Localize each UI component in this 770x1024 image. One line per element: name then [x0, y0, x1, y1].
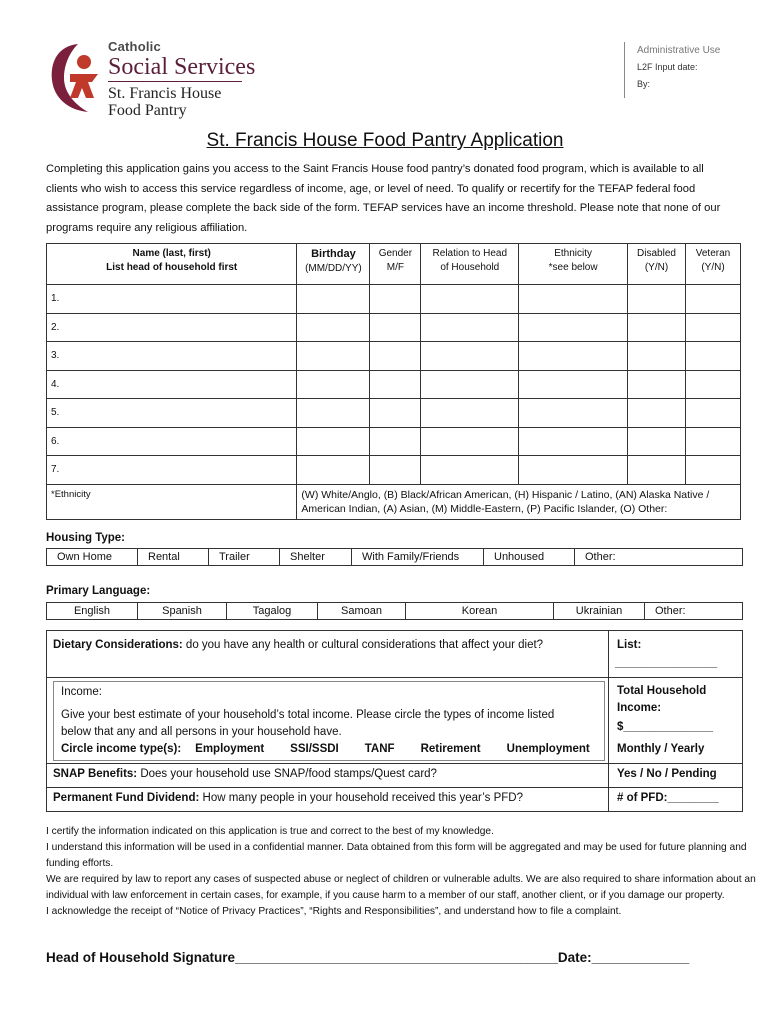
- signature-line: [46, 950, 689, 965]
- dietary-label: Dietary Considerations:: [53, 639, 183, 651]
- cert-line: I certify the information indicated on this application is true and correct to the best of my knowledge.: [46, 826, 494, 837]
- income-label: Income:: [61, 686, 102, 698]
- income-type-tanf[interactable]: TANF: [364, 743, 395, 755]
- income-frequency[interactable]: Monthly / Yearly: [617, 743, 705, 755]
- row-number[interactable]: 2.: [47, 313, 297, 342]
- income-type-unemployment[interactable]: Unemployment: [506, 743, 590, 755]
- income-type-employment[interactable]: Employment: [195, 743, 265, 755]
- dietary-question: do you have any health or cultural considerations that affect your diet?: [182, 639, 544, 651]
- logo-line-st-francis: St. Francis House: [108, 85, 222, 102]
- income-row: [47, 677, 742, 764]
- table-row[interactable]: [47, 427, 741, 456]
- row-number[interactable]: 1.: [47, 285, 297, 314]
- snap-label: SNAP Benefits:: [53, 768, 138, 780]
- table-row[interactable]: [47, 342, 741, 371]
- language-options: [46, 602, 743, 620]
- pfd-answer[interactable]: # of PFD:________: [617, 792, 719, 804]
- snap-row: [47, 763, 742, 788]
- language-option-spanish[interactable]: Spanish: [138, 603, 227, 619]
- cert-line: We are required by law to report any cases of suspected abuse or neglect of children or vulnerable adults. We are also required to share information about an individual with law enforcement in certain cases, for example, if you cause harm to a member of our staff, another client, or if you damage our property.: [46, 874, 756, 901]
- table-row[interactable]: [47, 313, 741, 342]
- logo-line-social-services: Social Services: [108, 54, 256, 80]
- income-types: [61, 743, 591, 755]
- row-number[interactable]: 5.: [47, 399, 297, 428]
- household-table-header: [47, 244, 741, 285]
- housing-option-rental[interactable]: Rental: [138, 549, 209, 565]
- table-row[interactable]: [47, 370, 741, 399]
- language-option-samoan[interactable]: Samoan: [318, 603, 406, 619]
- col-name: Name (last, first) List head of household first: [47, 244, 297, 285]
- household-table: [46, 243, 741, 520]
- primary-language-label: Primary Language:: [46, 585, 151, 597]
- col-birthday: Birthday (MM/DD/YY): [297, 244, 370, 285]
- page-title: St. Francis House Food Pantry Application: [206, 130, 564, 151]
- admin-by-field[interactable]: By:: [637, 79, 651, 89]
- col-gender: Gender M/F: [370, 244, 421, 285]
- total-income-label: Total Household Income:: [617, 685, 707, 714]
- language-option-english[interactable]: English: [47, 603, 138, 619]
- admin-l2f-field[interactable]: L2F Input date:: [637, 62, 698, 72]
- income-type-ssi[interactable]: SSI/SSDI: [290, 743, 339, 755]
- housing-option-other[interactable]: Other:: [585, 551, 616, 563]
- housing-option-own-home[interactable]: Own Home: [47, 549, 138, 565]
- admin-title: Administrative Use: [637, 45, 721, 56]
- housing-option-family-friends[interactable]: With Family/Friends: [352, 549, 484, 565]
- date-field[interactable]: _____________: [591, 950, 690, 965]
- logo-line-food-pantry: Food Pantry: [108, 102, 187, 119]
- housing-options: [46, 548, 743, 566]
- cert-line: I understand this information will be used in a confidential manner. Data obtained from this form will be aggregated and may be used for future planning and funding efforts.: [46, 842, 747, 869]
- col-ethnicity: Ethnicity *see below: [519, 244, 628, 285]
- pfd-label: Permanent Fund Dividend:: [53, 792, 200, 804]
- intro-paragraph: Completing this application gains you access to the Saint Francis House food pantry’s donated food program, which is available to all clients who wish to access this service regardless of income, age, or level of need. To qualify or recertify for the TEFAP federal food assistance program, please complete the back side of the form. TEFAP services have an income threshold. Please note that none of our programs require any religious affiliation.: [46, 163, 721, 234]
- table-row[interactable]: [47, 399, 741, 428]
- dietary-list-field[interactable]: ________________: [615, 657, 718, 669]
- logo-icon: [48, 40, 104, 116]
- income-type-retirement[interactable]: Retirement: [420, 743, 481, 755]
- income-types-label: Circle income type(s):: [61, 743, 182, 755]
- language-option-tagalog[interactable]: Tagalog: [227, 603, 318, 619]
- table-row[interactable]: [47, 456, 741, 485]
- logo-wordmark: [108, 40, 255, 119]
- total-income-field[interactable]: $______________: [617, 721, 713, 733]
- income-description: Give your best estimate of your household’s total income. Please circle the types of income listed below that any and all persons in your household have.: [61, 709, 555, 738]
- ethnicity-key-row: [47, 484, 741, 519]
- housing-option-unhoused[interactable]: Unhoused: [484, 549, 575, 565]
- housing-option-trailer[interactable]: Trailer: [209, 549, 280, 565]
- language-option-ukrainian[interactable]: Ukrainian: [554, 603, 645, 619]
- date-label: Date:: [557, 950, 592, 965]
- language-option-korean[interactable]: Korean: [406, 603, 554, 619]
- cert-line: I acknowledge the receipt of “Notice of Privacy Practices”, “Rights and Responsibilities”, and understand how to file a complaint.: [46, 906, 622, 917]
- admin-use-box: [624, 42, 720, 98]
- snap-answer[interactable]: Yes / No / Pending: [617, 768, 717, 780]
- signature-field[interactable]: ___________________________________________: [235, 950, 558, 965]
- ethnicity-label: *Ethnicity: [51, 488, 91, 500]
- col-relation: Relation to Head of Household: [421, 244, 519, 285]
- language-option-other[interactable]: Other:: [655, 605, 686, 617]
- dietary-row: [47, 631, 742, 678]
- signature-label: Head of Household Signature: [46, 950, 236, 965]
- certification-text: [46, 824, 756, 920]
- pfd-question: How many people in your household received this year’s PFD?: [199, 792, 523, 804]
- row-number[interactable]: 7.: [47, 456, 297, 485]
- row-number[interactable]: 6.: [47, 427, 297, 456]
- eligibility-box: [46, 630, 743, 812]
- table-row[interactable]: [47, 285, 741, 314]
- housing-option-shelter[interactable]: Shelter: [280, 549, 352, 565]
- logo-divider: [108, 81, 242, 82]
- ethnicity-key: (W) White/Anglo, (B) Black/African American, (H) Hispanic / Latino, (AN) Alaska Native / American Indian, (A) Asian, (M) Middle-Eastern, (P) Pacific Islander, (O) Other:: [297, 484, 741, 519]
- logo-line-catholic: Catholic: [108, 39, 161, 54]
- snap-question: Does your household use SNAP/food stamps/Quest card?: [137, 768, 437, 780]
- pfd-row: [47, 787, 742, 811]
- housing-type-label: Housing Type:: [46, 532, 126, 544]
- dietary-list-label: List:: [617, 639, 642, 651]
- row-number[interactable]: 4.: [47, 370, 297, 399]
- row-number[interactable]: 3.: [47, 342, 297, 371]
- col-veteran: Veteran (Y/N): [685, 244, 740, 285]
- col-disabled: Disabled (Y/N): [628, 244, 686, 285]
